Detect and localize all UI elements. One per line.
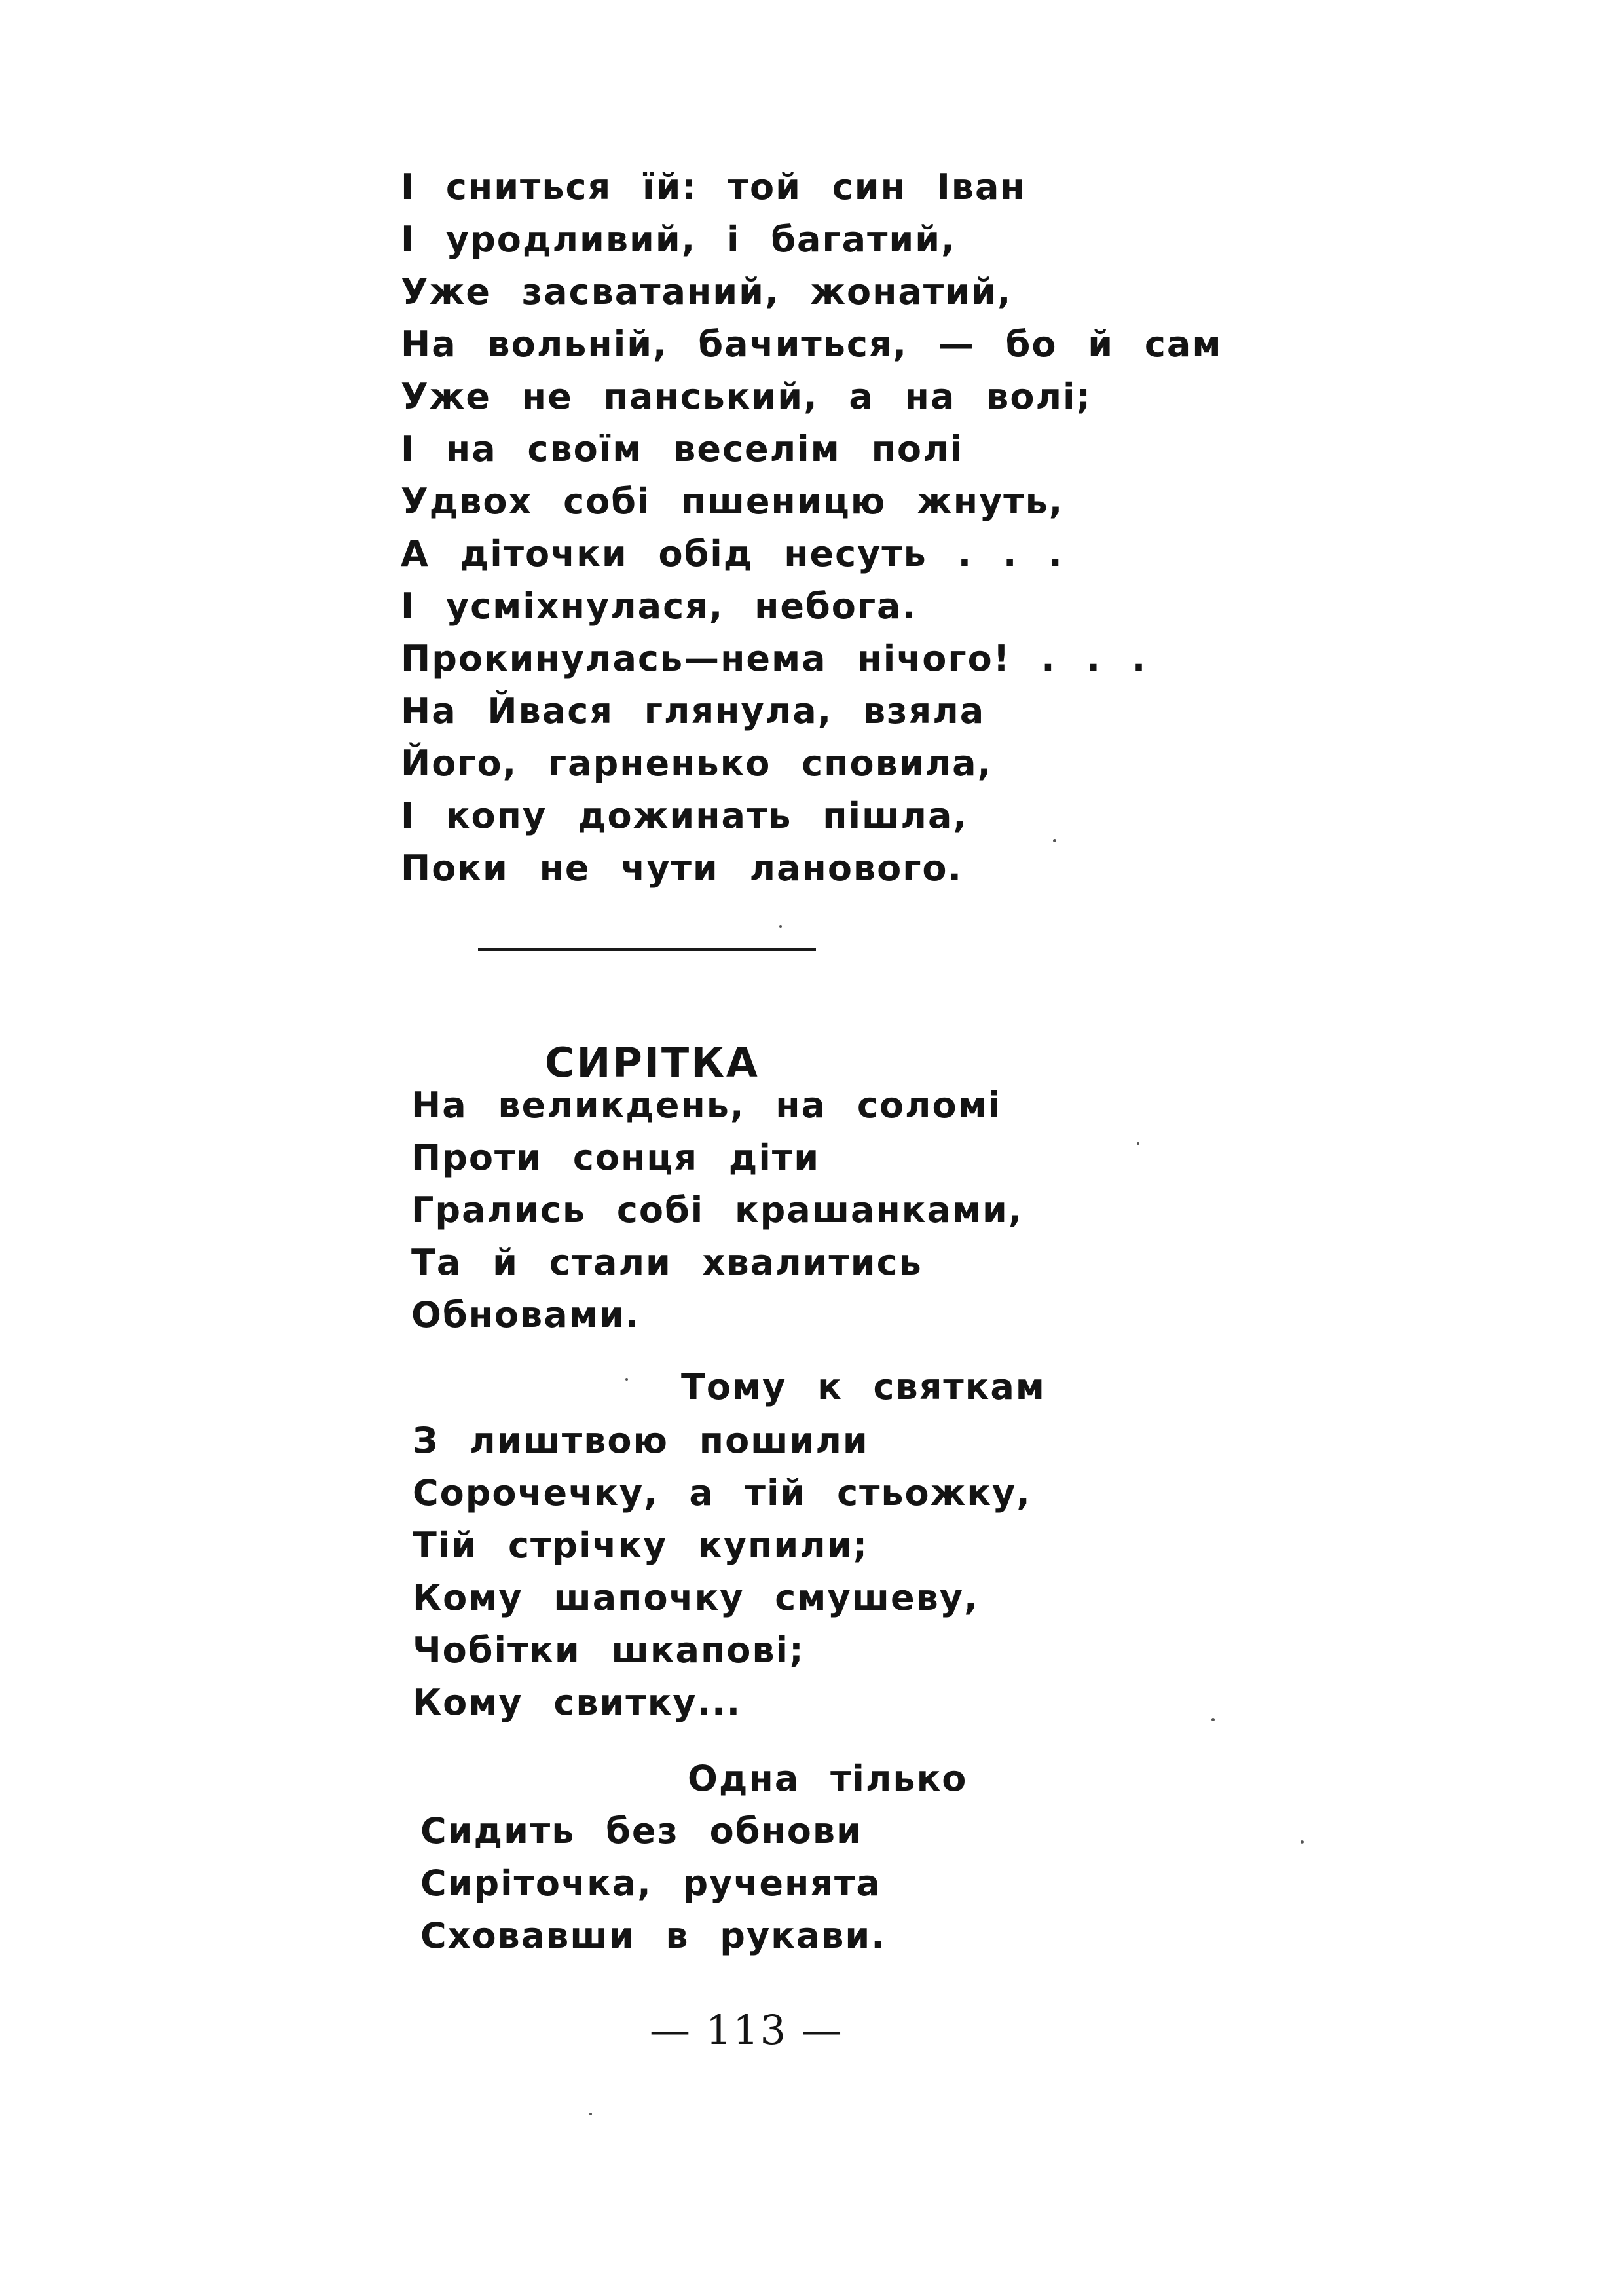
print-speck: [589, 2113, 592, 2115]
poem-line: На Йвася глянула, взяла: [401, 690, 986, 732]
poem-2-stanza-1: [411, 1079, 1023, 1341]
poem-line: І уродливий, і багатий,: [401, 219, 956, 260]
poem-line: Проти сонця діти: [411, 1137, 821, 1178]
poem-2-stanza-2: [413, 1415, 1031, 1729]
poem-indented-line: Тому к святкам: [681, 1366, 1046, 1407]
poem-line: Сидить без обнови: [420, 1810, 862, 1852]
poem-line: І сниться їй: той син Іван: [401, 166, 1026, 208]
poem-line: Уже не панський, а на волі;: [401, 376, 1092, 417]
poem-line: І копу дожинать пішла,: [401, 795, 968, 836]
poem-line: І на своїм веселім полі: [401, 428, 964, 470]
poem-line: Удвох собі пшеницю жнуть,: [401, 481, 1064, 522]
poem-line: Сорочечку, а тій стьожку,: [413, 1472, 1031, 1514]
poem-line: Та й стали хвалитись: [411, 1242, 923, 1283]
poem-line: Грались собі крашанками,: [411, 1189, 1024, 1231]
print-speck: [779, 925, 782, 928]
print-speck: [1301, 1840, 1304, 1844]
poem-line: На великдень, на соломі: [411, 1085, 1002, 1126]
poem-line: З лиштвою пошили: [413, 1420, 869, 1461]
poem-1-stanza: [401, 161, 1223, 895]
poem-line: І усміхнулася, небога.: [401, 586, 917, 627]
poem-line: Кому шапочку смушеву,: [413, 1577, 979, 1618]
poem-line: Чобітки шкапові;: [413, 1629, 805, 1671]
poem-line: Сховавши в рукави.: [420, 1915, 886, 1956]
print-speck: [1137, 1142, 1139, 1145]
poem-line: Поки не чути ланового.: [401, 847, 963, 889]
poem-line: Обновами.: [411, 1294, 640, 1335]
poem-title: СИРІТКА: [545, 1039, 760, 1087]
poem-indented-line: Одна тілько: [688, 1758, 968, 1799]
print-speck: [625, 1378, 628, 1381]
poem-line: Сиріточка, рученята: [420, 1863, 881, 1904]
poem-line: Кому свитку...: [413, 1682, 742, 1723]
print-speck: [1053, 839, 1056, 842]
page-number: — 113 —: [650, 2006, 843, 2054]
poem-line: А діточки обід несуть . . .: [401, 533, 1063, 574]
print-speck: [1211, 1718, 1215, 1721]
poem-line: Прокинулась—нема нічого! . . .: [401, 638, 1147, 679]
poem-line: На вольній, бачиться, — бо й сам: [401, 324, 1223, 365]
poem-line: Тій стрічку купили;: [413, 1525, 869, 1566]
section-divider: [478, 948, 816, 951]
poem-line: Уже засватаний, жонатий,: [401, 271, 1012, 312]
poem-2-stanza-3: [420, 1805, 886, 1962]
poem-line: Його, гарненько сповила,: [401, 743, 993, 784]
